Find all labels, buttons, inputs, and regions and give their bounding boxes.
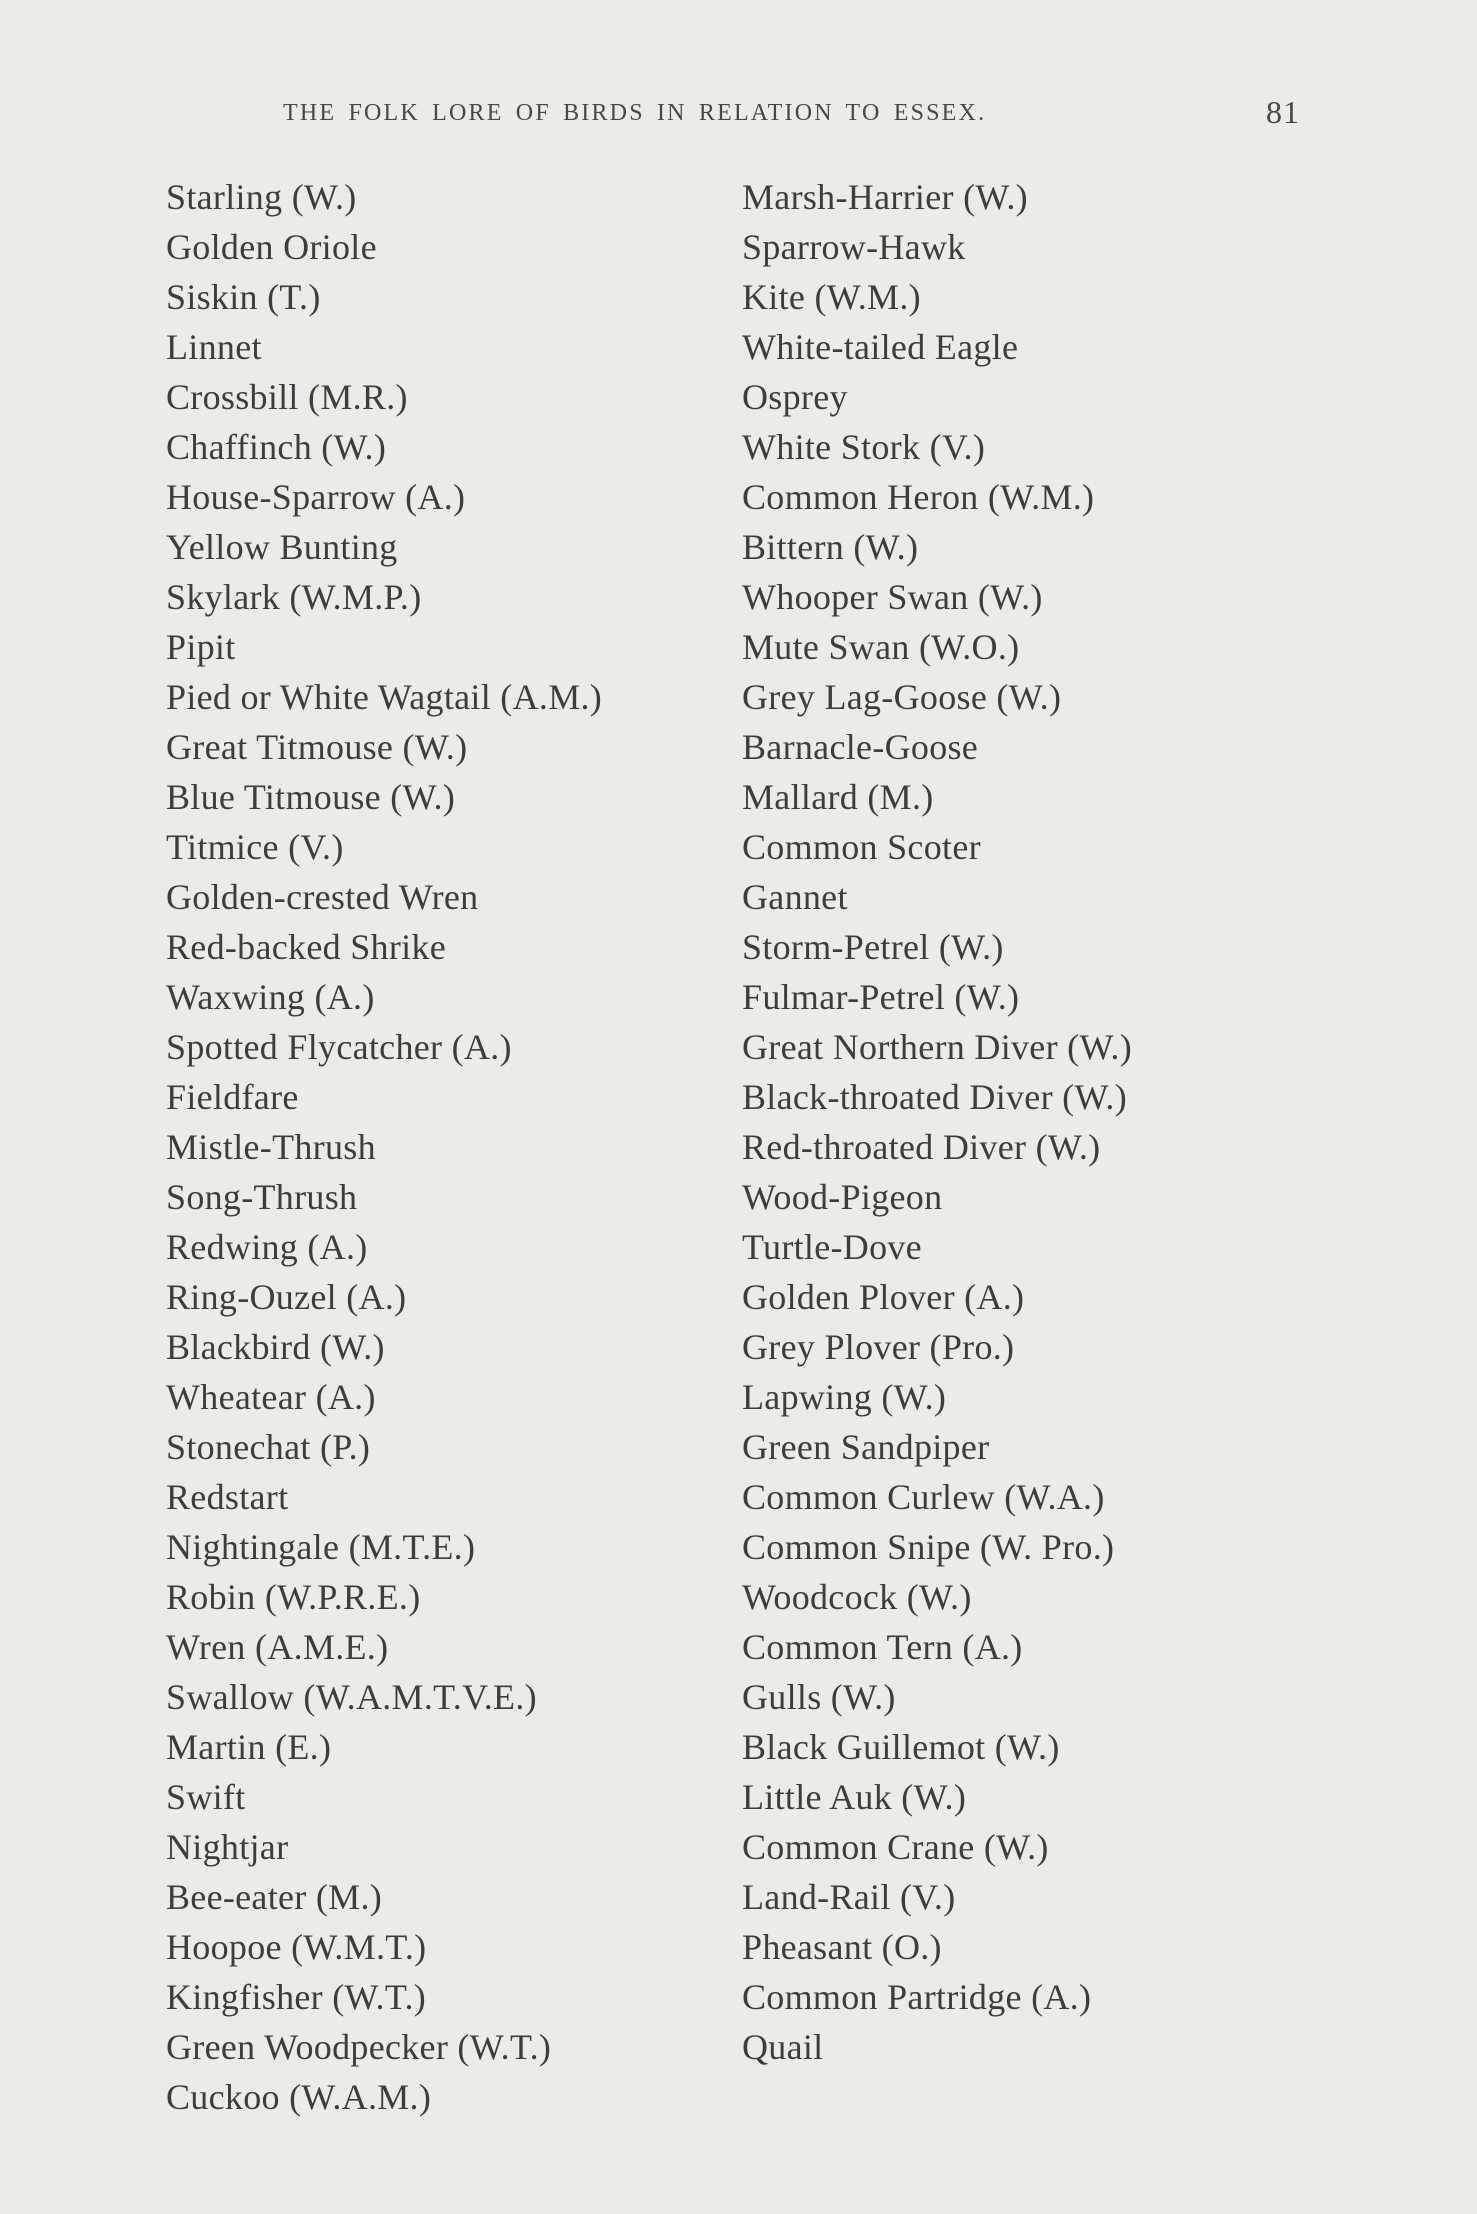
bird-entry: Fulmar-Petrel (W.) [742, 977, 1020, 1017]
bird-entry: Spotted Flycatcher (A.) [166, 1027, 512, 1067]
bird-entry: Cuckoo (W.A.M.) [166, 2077, 432, 2117]
bird-entry: Red-backed Shrike [166, 927, 447, 967]
bird-entry: Ring-Ouzel (A.) [166, 1277, 407, 1317]
running-title: THE FOLK LORE OF BIRDS IN RELATION TO ESSEX. [283, 100, 987, 126]
bird-entry: Great Titmouse (W.) [166, 727, 468, 767]
bird-entry: Mute Swan (W.O.) [742, 627, 1020, 667]
bird-entry: Kingfisher (W.T.) [166, 1977, 427, 2017]
bird-entry: Grey Plover (Pro.) [742, 1327, 1015, 1367]
bird-entry: Hoopoe (W.M.T.) [166, 1927, 427, 1967]
bird-entry: Siskin (T.) [166, 277, 321, 317]
bird-entry: Bittern (W.) [742, 527, 919, 567]
bird-entry: Redwing (A.) [166, 1227, 368, 1267]
bird-entry: Black Guillemot (W.) [742, 1727, 1060, 1767]
bird-entry: Skylark (W.M.P.) [166, 577, 422, 617]
bird-entry: Green Sandpiper [742, 1427, 990, 1467]
bird-entry: Gannet [742, 877, 848, 917]
bird-entry: House-Sparrow (A.) [166, 477, 466, 517]
bird-entry: Barnacle-Goose [742, 727, 979, 767]
bird-entry: Kite (W.M.) [742, 277, 921, 317]
bird-entry: Martin (E.) [166, 1727, 332, 1767]
bird-entry: Lapwing (W.) [742, 1377, 947, 1417]
bird-entry: Nightingale (M.T.E.) [166, 1527, 476, 1567]
bird-entry: Golden Oriole [166, 227, 377, 267]
bird-entry: Land-Rail (V.) [742, 1877, 956, 1917]
bird-entry: Titmice (V.) [166, 827, 344, 867]
bird-entry: Golden-crested Wren [166, 877, 479, 917]
bird-entry: Blackbird (W.) [166, 1327, 385, 1367]
bird-entry: Blue Titmouse (W.) [166, 777, 456, 817]
bird-entry: Common Tern (A.) [742, 1627, 1023, 1667]
bird-entry: Robin (W.P.R.E.) [166, 1577, 421, 1617]
bird-entry: Swallow (W.A.M.T.V.E.) [166, 1677, 537, 1717]
bird-entry: Wheatear (A.) [166, 1377, 376, 1417]
bird-entry: Fieldfare [166, 1077, 299, 1117]
bird-entry: White-tailed Eagle [742, 327, 1019, 367]
bird-entry: Nightjar [166, 1827, 289, 1867]
left-bird-list [166, 172, 726, 2122]
bird-entry: Grey Lag-Goose (W.) [742, 677, 1062, 717]
bird-entry: Osprey [742, 377, 848, 417]
bird-entry: Quail [742, 2027, 824, 2067]
bird-entry: Golden Plover (A.) [742, 1277, 1025, 1317]
bird-entry: Woodcock (W.) [742, 1577, 972, 1617]
bird-entry: Gulls (W.) [742, 1677, 896, 1717]
bird-entry: Wood-Pigeon [742, 1177, 943, 1217]
bird-entry: Sparrow-Hawk [742, 227, 966, 267]
bird-entry: Common Crane (W.) [742, 1827, 1049, 1867]
bird-entry: Red-throated Diver (W.) [742, 1127, 1101, 1167]
bird-entry: Mallard (M.) [742, 777, 934, 817]
bird-entry: Green Woodpecker (W.T.) [166, 2027, 552, 2067]
bird-entry: Black-throated Diver (W.) [742, 1077, 1128, 1117]
bird-entry: Pied or White Wagtail (A.M.) [166, 677, 603, 717]
bird-entry: Yellow Bunting [166, 527, 398, 567]
bird-entry: Whooper Swan (W.) [742, 577, 1043, 617]
bird-entry: Common Scoter [742, 827, 981, 867]
bird-entry: Storm-Petrel (W.) [742, 927, 1004, 967]
bird-entry: Crossbill (M.R.) [166, 377, 408, 417]
bird-entry: Linnet [166, 327, 262, 367]
bird-entry: Turtle-Dove [742, 1227, 922, 1267]
bird-entry: Common Partridge (A.) [742, 1977, 1092, 2017]
bird-entry: Song-Thrush [166, 1177, 358, 1217]
bird-entry: Swift [166, 1777, 246, 1817]
bird-entry: Little Auk (W.) [742, 1777, 967, 1817]
bird-entry: Pipit [166, 627, 236, 667]
bird-entry: Stonechat (P.) [166, 1427, 371, 1467]
bird-entry: Common Heron (W.M.) [742, 477, 1095, 517]
bird-entry: Common Curlew (W.A.) [742, 1477, 1105, 1517]
bird-entry: Waxwing (A.) [166, 977, 375, 1017]
bird-entry: Marsh-Harrier (W.) [742, 177, 1028, 217]
bird-entry: Great Northern Diver (W.) [742, 1027, 1133, 1067]
bird-entry: Bee-eater (M.) [166, 1877, 383, 1917]
bird-entry: Chaffinch (W.) [166, 427, 387, 467]
bird-entry: Common Snipe (W. Pro.) [742, 1527, 1115, 1567]
bird-entry: White Stork (V.) [742, 427, 986, 467]
bird-entry: Wren (A.M.E.) [166, 1627, 389, 1667]
page-number: 81 [1266, 94, 1300, 130]
bird-entry: Starling (W.) [166, 177, 357, 217]
bird-entry: Pheasant (O.) [742, 1927, 942, 1967]
bird-entry: Redstart [166, 1477, 289, 1517]
bird-entry: Mistle-Thrush [166, 1127, 376, 1167]
right-bird-list [742, 172, 1302, 2072]
